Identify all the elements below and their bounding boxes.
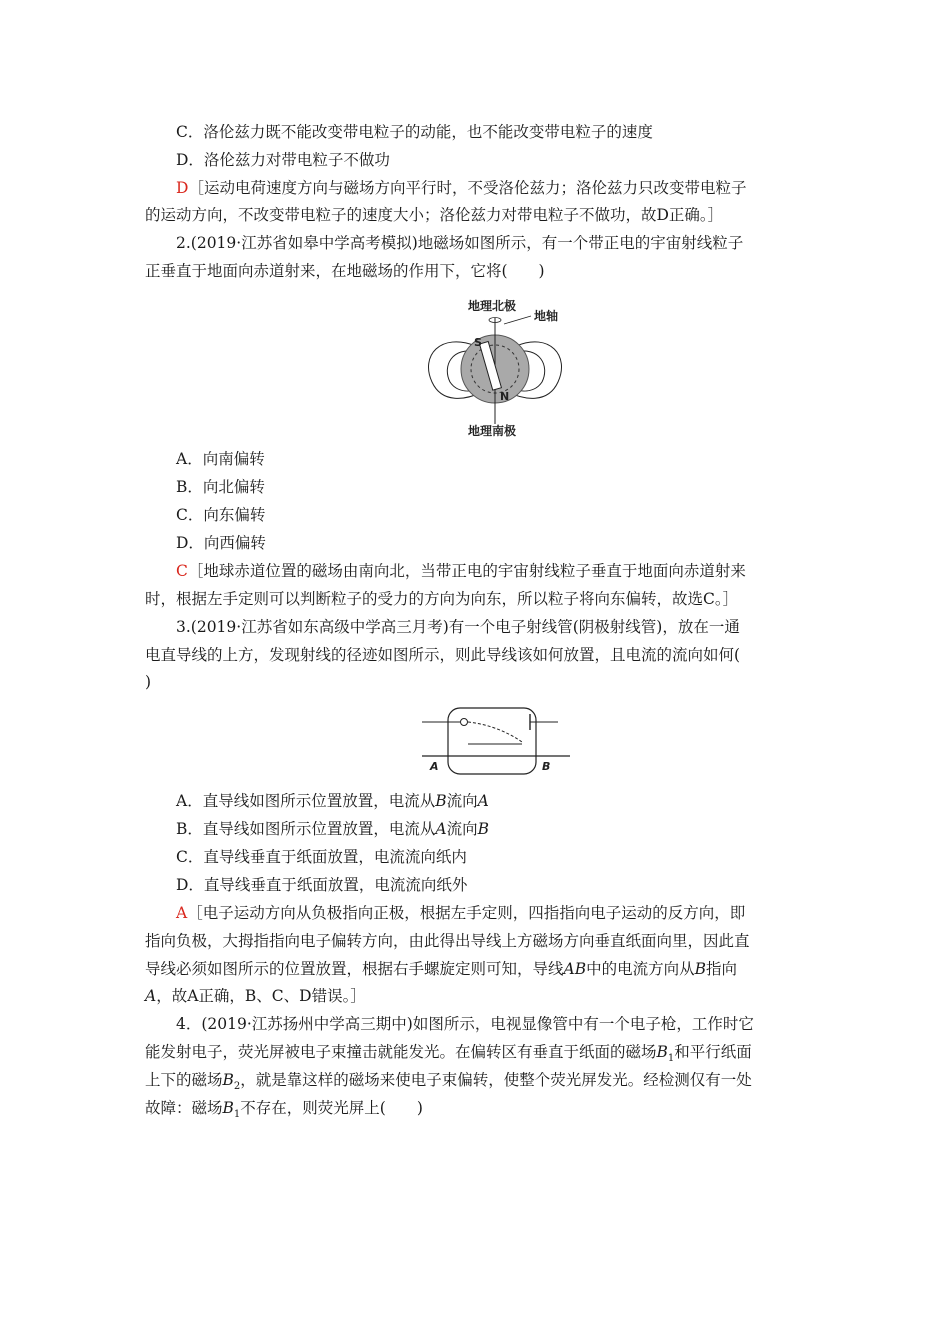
q4-stem-line-3: 上下的磁场$B_2$，就是靠这样的磁场来使电子束偏转，使整个荧光屏发光。经检测仅有一处 — [145, 1071, 752, 1093]
q1-explanation-line-2: 的运动方向，不改变带电粒子的速度大小；洛伦兹力对带电粒子不做功，故D正确。］ — [145, 206, 724, 224]
earth-magnetic-field-figure — [420, 294, 570, 440]
q2-option-a: A．向南偏转 — [176, 450, 265, 468]
q1-answer: D — [176, 179, 189, 197]
q3-option-d: D．直导线垂直于纸面放置，电流流向纸外 — [176, 876, 468, 894]
q4-stem-line-4: 故障：磁场$B_1$不存在，则荧光屏上( ) — [145, 1099, 423, 1121]
q2-stem-line-2: 正垂直于地面向赤道射来，在地磁场的作用下，它将( ) — [145, 262, 545, 280]
wire-label-b: B — [542, 760, 551, 773]
cathode-ray-tube-figure — [418, 704, 574, 778]
label-earth-axis: 地轴 — [534, 309, 559, 323]
q1-option-d: D．洛伦兹力对带电粒子不做功 — [176, 151, 390, 169]
q4-stem-line-1: 4．(2019·江苏扬州中学高三期中)如图所示，电视显像管中有一个电子枪，工作时它 — [176, 1015, 754, 1033]
q2-explanation-line-1: C［地球赤道位置的磁场由南向北，当带正电的宇宙射线粒子垂直于地面向赤道射来 — [176, 562, 746, 580]
q3-option-c: C．直导线垂直于纸面放置，电流流向纸内 — [176, 848, 467, 866]
q2-answer: C — [176, 562, 188, 580]
q2-option-d: D．向西偏转 — [176, 534, 266, 552]
electron-beam-path — [468, 722, 522, 742]
q2-option-c: C．向东偏转 — [176, 506, 266, 524]
wire-label-a: A — [430, 760, 439, 773]
q3-explanation-line-4: A，故A正确，B、C、D错误。］ — [145, 987, 366, 1005]
label-geographic-north: 地理北极 — [468, 299, 517, 313]
q3-stem-line-2: 电直导线的上方，发现射线的径迹如图所示，则此导线该如何放置，且电流的流向如何( — [145, 646, 741, 664]
q3-answer: A — [176, 904, 188, 922]
axis-pointer-line — [504, 316, 531, 324]
label-geographic-south: 地理南极 — [468, 424, 517, 438]
tube-outline — [448, 708, 536, 774]
q1-option-c: C．洛伦兹力既不能改变带电粒子的动能，也不能改变带电粒子的速度 — [176, 123, 653, 141]
q2-option-b: B．向北偏转 — [176, 478, 265, 496]
q2-explanation-line-2: 时，根据左手定则可以判断粒子的受力的方向为向东，所以粒子将向东偏转，故选C。］ — [145, 590, 739, 608]
pole-s-label: S — [474, 336, 482, 349]
q3-option-a: A．直导线如图所示位置放置，电流从B流向A — [176, 792, 489, 810]
pole-n-label: N — [500, 390, 510, 403]
q3-explanation-line-1: A［电子运动方向从负极指向正极，根据左手定则，四指指向电子运动的反方向，即 — [176, 904, 746, 922]
q3-stem-line-1: 3.(2019·江苏省如东高级中学高三月考)有一个电子射线管(阴极射线管)，放在一通 — [176, 618, 740, 636]
cathode-electrode — [461, 719, 468, 726]
q3-option-b: B．直导线如图所示位置放置，电流从A流向B — [176, 820, 490, 838]
q4-stem-line-2: 能发射电子，荧光屏被电子束撞击就能发光。在偏转区有垂直于纸面的磁场$B_1$和平行纸面 — [145, 1043, 752, 1065]
q3-stem-line-3: ) — [145, 673, 152, 691]
q2-stem-line-1: 2.(2019·江苏省如皋中学高考模拟)地磁场如图所示，有一个带正电的宇宙射线粒子 — [176, 234, 744, 252]
q1-explanation-line-1: D［运动电荷速度方向与磁场方向平行时，不受洛伦兹力；洛伦兹力只改变带电粒子 — [176, 179, 747, 197]
q3-explanation-line-2: 指向负极，大拇指指向电子偏转方向，由此得出导线上方磁场方向垂直纸面向里，因此直 — [145, 932, 750, 950]
q3-explanation-line-3: 导线必须如图所示的位置放置，根据右手螺旋定则可知，导线AB中的电流方向从B指向 — [145, 960, 738, 978]
